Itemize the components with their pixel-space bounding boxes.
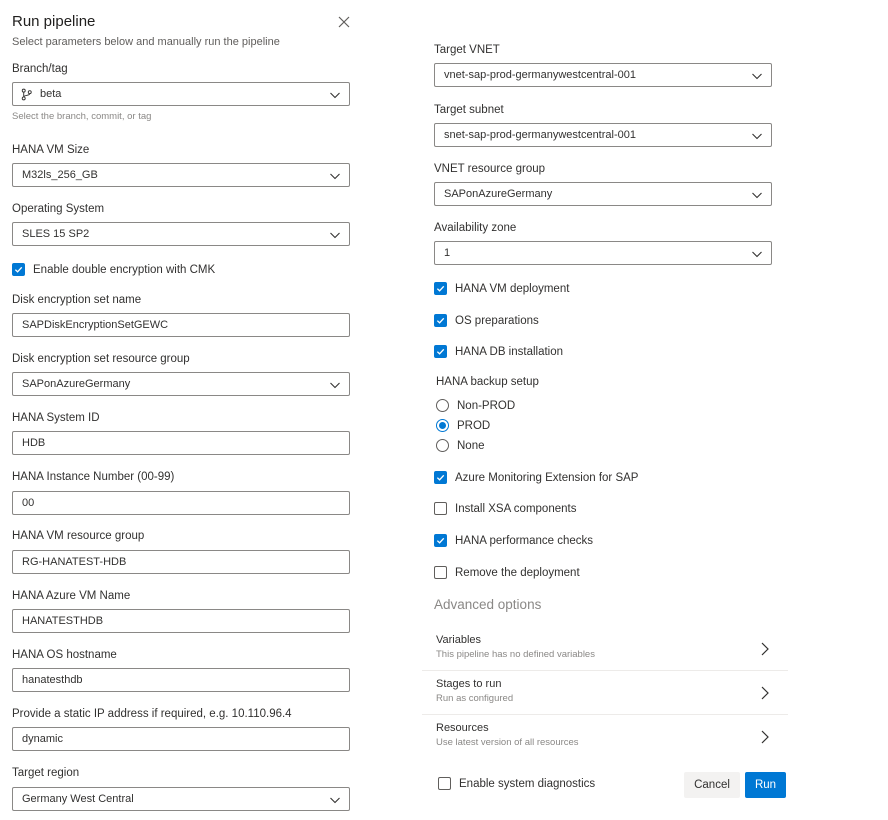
hana-hostname-input[interactable] xyxy=(12,668,350,692)
static-ip-label: Provide a static IP address if required, e.g. 10.110.96.4 xyxy=(12,708,292,720)
radio-dot xyxy=(439,422,446,429)
backup-option-none[interactable] xyxy=(436,439,485,452)
azure-monitoring-label: Azure Monitoring Extension for SAP xyxy=(455,471,639,484)
chevron-down-icon xyxy=(329,794,341,806)
vnet-rg-dropdown[interactable] xyxy=(434,182,772,206)
run-button[interactable]: Run xyxy=(745,772,786,798)
hana-vm-deployment-checkbox[interactable] xyxy=(434,282,569,295)
checkbox-box xyxy=(438,777,451,790)
install-xsa-label: Install XSA components xyxy=(455,502,577,515)
panel-subtitle: Select parameters below and manually run the pipeline xyxy=(12,36,280,48)
stages-subtitle: Run as configured xyxy=(436,693,514,704)
chevron-down-icon xyxy=(751,248,763,260)
os-preparations-checkbox[interactable] xyxy=(434,314,539,327)
branch-dropdown[interactable] xyxy=(12,82,350,106)
cancel-button[interactable]: Cancel xyxy=(684,772,740,798)
chevron-down-icon xyxy=(751,189,763,201)
stages-title: Stages to run xyxy=(436,678,502,690)
checkbox-box xyxy=(434,502,447,515)
system-diagnostics-checkbox[interactable] xyxy=(438,777,595,790)
chevron-down-icon xyxy=(751,70,763,82)
check-icon xyxy=(436,473,445,482)
chevron-down-icon xyxy=(751,130,763,142)
target-region-value: Germany West Central xyxy=(22,793,134,805)
variables-title: Variables xyxy=(436,634,482,646)
checkbox-box xyxy=(434,345,447,358)
radio-circle xyxy=(436,399,449,412)
hana-vm-size-label: HANA VM Size xyxy=(12,144,90,156)
variables-subtitle: This pipeline has no defined variables xyxy=(436,649,595,660)
hana-instance-input[interactable] xyxy=(12,491,350,515)
resources-subtitle: Use latest version of all resources xyxy=(436,737,579,748)
radio-circle xyxy=(436,439,449,452)
backup-option-nonprod[interactable] xyxy=(436,399,515,412)
close-icon xyxy=(336,14,352,30)
remove-deployment-label: Remove the deployment xyxy=(455,566,580,579)
panel-title: Run pipeline xyxy=(12,13,96,30)
target-subnet-value: snet-sap-prod-germanywestcentral-001 xyxy=(444,129,636,141)
hana-db-install-label: HANA DB installation xyxy=(455,345,564,358)
hana-db-install-checkbox[interactable] xyxy=(434,345,563,358)
branch-hint: Select the branch, commit, or tag xyxy=(12,111,152,122)
hana-vm-rg-value: RG-HANATEST-HDB xyxy=(22,556,127,568)
checkbox-box xyxy=(12,263,25,276)
check-icon xyxy=(436,347,445,356)
chevron-down-icon xyxy=(329,229,341,241)
check-icon xyxy=(14,265,23,274)
branch-label: Branch/tag xyxy=(12,63,68,75)
hana-vm-deployment-label: HANA VM deployment xyxy=(455,282,570,295)
static-ip-input[interactable] xyxy=(12,727,350,751)
install-xsa-checkbox[interactable] xyxy=(434,502,576,515)
resources-item[interactable] xyxy=(422,715,788,759)
remove-deployment-checkbox[interactable] xyxy=(434,566,580,579)
checkbox-box xyxy=(434,314,447,327)
hana-perf-checks-label: HANA performance checks xyxy=(455,534,594,547)
checkbox-box xyxy=(434,534,447,547)
target-vnet-dropdown[interactable] xyxy=(434,63,772,87)
hana-sid-label: HANA System ID xyxy=(12,412,100,424)
checkbox-box xyxy=(434,566,447,579)
os-dropdown[interactable] xyxy=(12,222,350,246)
advanced-options-heading: Advanced options xyxy=(434,597,542,612)
chevron-down-icon xyxy=(329,89,341,101)
check-icon xyxy=(436,284,445,293)
hana-sid-value: HDB xyxy=(22,437,46,449)
chevron-right-icon xyxy=(760,641,770,657)
vnet-rg-label: VNET resource group xyxy=(434,163,546,175)
variables-item[interactable] xyxy=(422,627,788,671)
branch-value: beta xyxy=(40,88,62,100)
hana-vm-name-input[interactable] xyxy=(12,609,350,633)
static-ip-value: dynamic xyxy=(22,733,63,745)
disk-enc-set-name-label: Disk encryption set name xyxy=(12,294,142,306)
backup-option-label: Non-PROD xyxy=(457,399,516,412)
target-region-dropdown[interactable] xyxy=(12,787,350,811)
double-encryption-label: Enable double encryption with CMK xyxy=(33,263,216,276)
os-value: SLES 15 SP2 xyxy=(22,228,90,240)
resources-title: Resources xyxy=(436,722,489,734)
close-button[interactable] xyxy=(336,14,352,30)
os-label: Operating System xyxy=(12,203,105,215)
hana-vm-name-label: HANA Azure VM Name xyxy=(12,590,131,602)
checkbox-box xyxy=(434,471,447,484)
double-encryption-checkbox[interactable] xyxy=(12,263,215,276)
hana-vm-name-value: HANATESTHDB xyxy=(22,615,104,627)
radio-circle xyxy=(436,419,449,432)
target-vnet-label: Target VNET xyxy=(434,44,500,56)
hana-instance-value: 00 xyxy=(22,497,35,509)
os-preparations-label: OS preparations xyxy=(455,314,539,327)
azure-monitoring-checkbox[interactable] xyxy=(434,471,638,484)
backup-option-prod[interactable] xyxy=(436,419,490,432)
hana-vm-size-value: M32ls_256_GB xyxy=(22,169,98,181)
chevron-down-icon xyxy=(329,170,341,182)
check-icon xyxy=(436,316,445,325)
backup-option-label: None xyxy=(457,439,485,452)
disk-enc-set-name-input[interactable] xyxy=(12,313,350,337)
target-subnet-label: Target subnet xyxy=(434,104,504,116)
hana-vm-rg-label: HANA VM resource group xyxy=(12,530,145,542)
hana-hostname-label: HANA OS hostname xyxy=(12,649,117,661)
vnet-rg-value: SAPonAzureGermany xyxy=(444,188,553,200)
target-region-label: Target region xyxy=(12,767,80,779)
hana-hostname-value: hanatesthdb xyxy=(22,674,83,686)
chevron-right-icon xyxy=(760,685,770,701)
checkbox-box xyxy=(434,282,447,295)
stages-item[interactable] xyxy=(422,671,788,715)
hana-perf-checks-checkbox[interactable] xyxy=(434,534,593,547)
system-diagnostics-label: Enable system diagnostics xyxy=(459,777,596,790)
availability-zone-dropdown[interactable] xyxy=(434,241,772,265)
availability-zone-label: Availability zone xyxy=(434,222,517,234)
chevron-down-icon xyxy=(329,379,341,391)
hana-vm-rg-input[interactable] xyxy=(12,550,350,574)
chevron-right-icon xyxy=(760,729,770,745)
availability-zone-value: 1 xyxy=(444,247,451,259)
backup-option-label: PROD xyxy=(457,419,491,432)
hana-sid-input[interactable] xyxy=(12,431,350,455)
disk-enc-rg-dropdown[interactable] xyxy=(12,372,350,396)
hana-instance-label: HANA Instance Number (00-99) xyxy=(12,471,175,483)
check-icon xyxy=(436,536,445,545)
branch-icon xyxy=(20,88,33,101)
disk-enc-set-name-value: SAPDiskEncryptionSetGEWC xyxy=(22,319,169,331)
backup-label: HANA backup setup xyxy=(436,376,539,388)
disk-enc-rg-label: Disk encryption set resource group xyxy=(12,353,190,365)
target-vnet-value: vnet-sap-prod-germanywestcentral-001 xyxy=(444,69,636,81)
target-subnet-dropdown[interactable] xyxy=(434,123,772,147)
hana-vm-size-dropdown[interactable] xyxy=(12,163,350,187)
disk-enc-rg-value: SAPonAzureGermany xyxy=(22,378,131,390)
